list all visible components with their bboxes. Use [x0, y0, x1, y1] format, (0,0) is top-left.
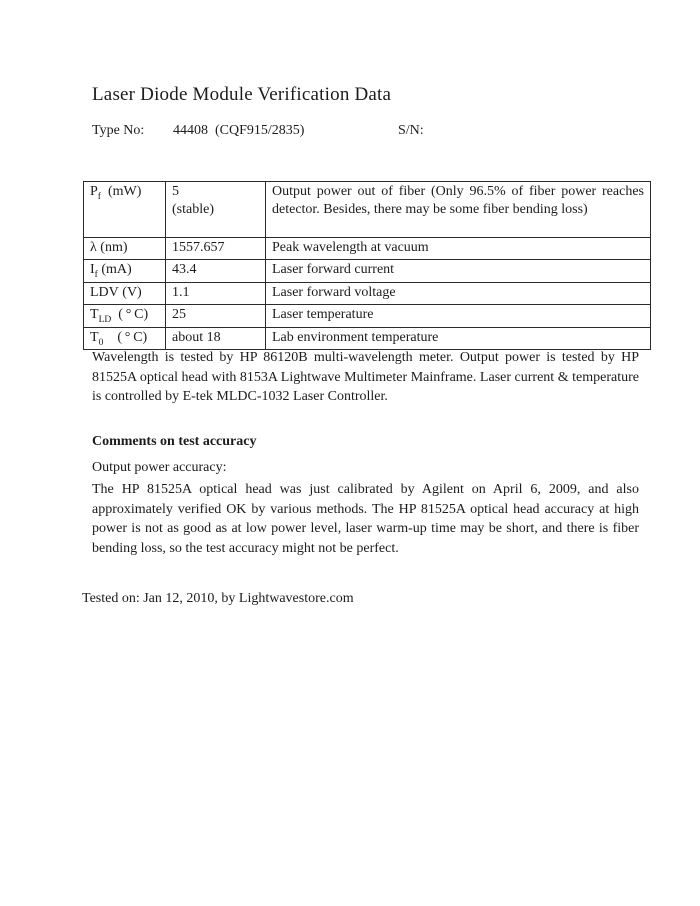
table-row — [84, 327, 651, 349]
param-subscript: 0 — [98, 337, 104, 348]
table-row — [84, 182, 651, 238]
verification-data-table — [83, 181, 651, 350]
param-symbol: T — [90, 307, 99, 323]
param-subscript: LD — [98, 315, 112, 326]
type-number-line — [92, 123, 652, 143]
param-unit: (mA) — [97, 262, 132, 278]
description-cell: Peak wavelength at vacuum — [266, 238, 651, 260]
value-cell: 25 — [166, 305, 266, 327]
param-cell — [84, 305, 166, 327]
value-cell: 43.4 — [166, 260, 266, 282]
table-row — [84, 305, 651, 327]
param-cell — [84, 327, 166, 349]
value-cell: 1557.657 — [166, 238, 266, 260]
comments-heading: Comments on test accuracy — [92, 434, 257, 449]
param-symbol: T — [90, 329, 99, 345]
param-cell — [84, 282, 166, 304]
param-unit: (mW) — [100, 184, 142, 199]
value-cell — [166, 182, 266, 238]
table-row — [84, 260, 651, 282]
param-symbol: I — [90, 262, 95, 278]
type-number-value: 44408 (CQF915/2835) — [173, 123, 305, 138]
param-symbol: λ — [90, 240, 97, 255]
param-subscript: f — [94, 270, 98, 281]
param-cell — [84, 182, 166, 238]
table-row — [84, 238, 651, 260]
param-cell — [84, 260, 166, 282]
value-cell: about 18 — [166, 327, 266, 349]
description-cell: Laser forward current — [266, 260, 651, 282]
accuracy-paragraph: The HP 81525A optical head was just calibrated by Agilent on April 6, 2009, and also approximately verified OK by various methods. The HP 81525A optical head accuracy at high power is not as good as at low power level, laser warm-up time may be short, and there is fiber bending loss, so the test accuracy might not be perfect. — [92, 482, 639, 556]
description-cell: Output power out of fiber (Only 96.5% of fiber power reaches detector. Besides, there may be some fiber bending loss) — [266, 182, 651, 238]
serial-number-label: S/N: — [398, 123, 424, 138]
description-cell: Lab environment temperature — [266, 327, 651, 349]
type-number-label: Type No: — [92, 123, 145, 138]
value-note: (stable) — [172, 202, 214, 218]
param-symbol: LDV — [90, 284, 119, 300]
param-subscript: f — [97, 191, 101, 202]
description-cell: Laser forward voltage — [266, 282, 651, 304]
page-title: Laser Diode Module Verification Data — [92, 84, 392, 105]
test-method-paragraph: Wavelength is tested by HP 86120B multi-wavelength meter. Output power is tested by HP 81525A optical head with 8153A Lightwave Multimeter Mainframe. Laser current & temperature is controlled by E-tek MLDC-1032 Laser Controller. — [92, 350, 639, 405]
tested-on-line: Tested on: Jan 12, 2010, by Lightwavestore.com — [82, 591, 354, 606]
value-cell: 1.1 — [166, 282, 266, 304]
accuracy-label: Output power accuracy: — [92, 460, 227, 475]
description-cell: Laser temperature — [266, 305, 651, 327]
param-unit: (V) — [118, 284, 142, 300]
param-symbol: P — [90, 184, 98, 199]
table-row — [84, 282, 651, 304]
param-cell — [84, 238, 166, 260]
param-unit: ( ° C) — [103, 329, 148, 345]
value-text: 5 — [172, 184, 179, 199]
param-unit: ( ° C) — [111, 307, 149, 323]
param-unit: (nm) — [96, 240, 128, 255]
